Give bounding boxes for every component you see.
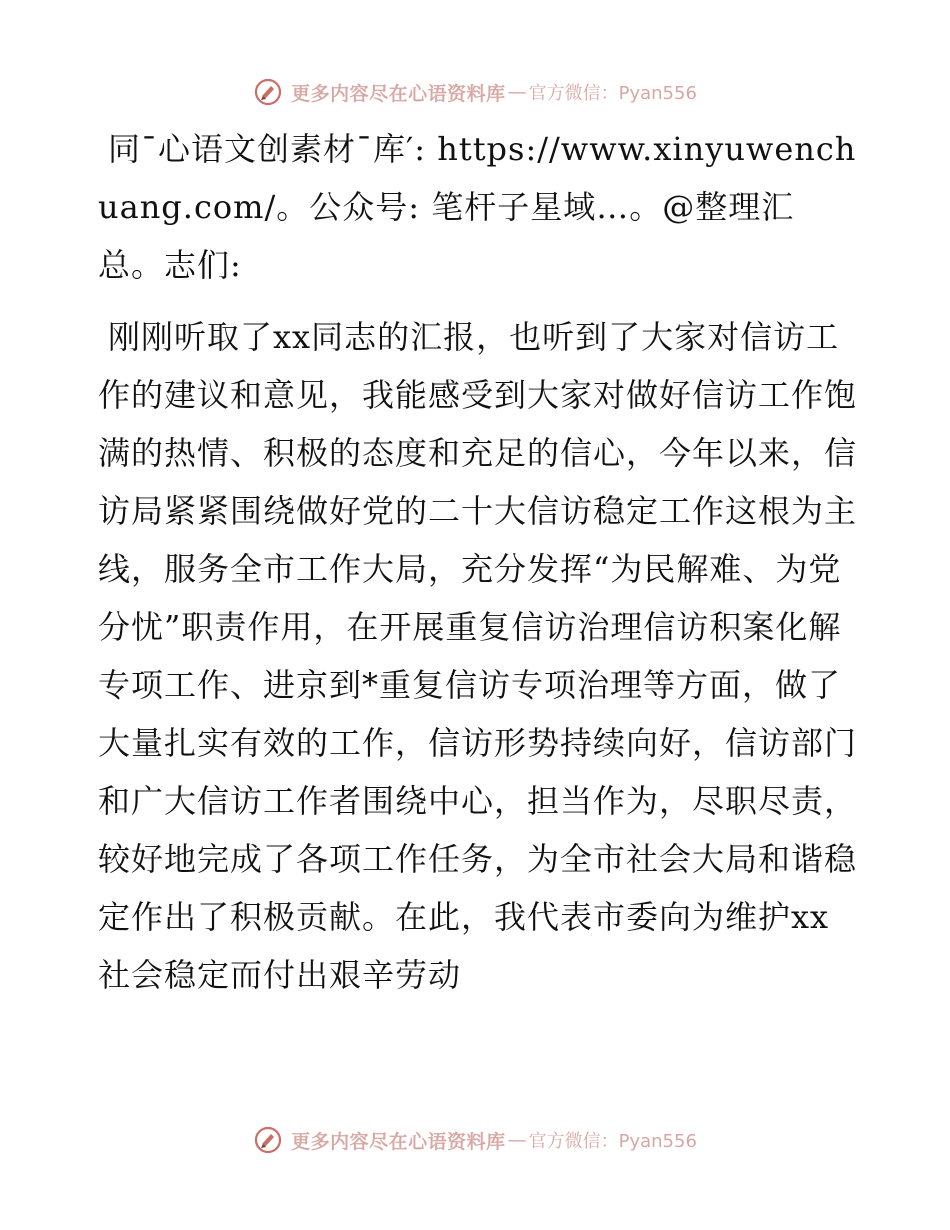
footer-watermark: [0, 1120, 950, 1160]
watermark-wechat: 官方微信：Pyan556: [528, 83, 697, 104]
watermark-separator: —: [507, 1129, 527, 1151]
document-body: [98, 120, 858, 1004]
brand-logo-icon: [253, 1125, 283, 1155]
watermark-text: 更多内容尽在心语资料库: [291, 82, 506, 105]
header-watermark: [0, 72, 950, 112]
watermark-separator: —: [507, 81, 527, 103]
watermark-wechat: 官方微信：Pyan556: [528, 1131, 697, 1152]
intro-paragraph: 同¯心语文创素材¯库′: https://www.xinyuwenchuang.com/。公众号: 笔杆子星域…。@整理汇总。志们:: [98, 130, 857, 284]
watermark-text: 更多内容尽在心语资料库: [291, 1130, 506, 1153]
main-paragraph: 刚刚听取了xx同志的汇报，也听到了大家对信访工作的建议和意见，我能感受到大家对做好信访工作饱满的热情、积极的态度和充足的信心，今年以来，信访局紧紧围绕做好党的二十大信访稳定工作这根为主线，服务全市工作大局，充分发挥“为民解难、为党分忧”职责作用，在开展重复信访治理信访积案化解专项工作、进京到*重复信访专项治理等方面，做了大量扎实有效的工作，信访形势持续向好，信访部门和广大信访工作者围绕中心，担当作为，尽职尽责，较好地完成了各项工作任务，为全市社会大局和谐稳定作出了积极贡献。在此，我代表市委向为维护xx社会稳定而付出艰辛劳动: [98, 318, 858, 994]
brand-logo-icon: [253, 77, 283, 107]
